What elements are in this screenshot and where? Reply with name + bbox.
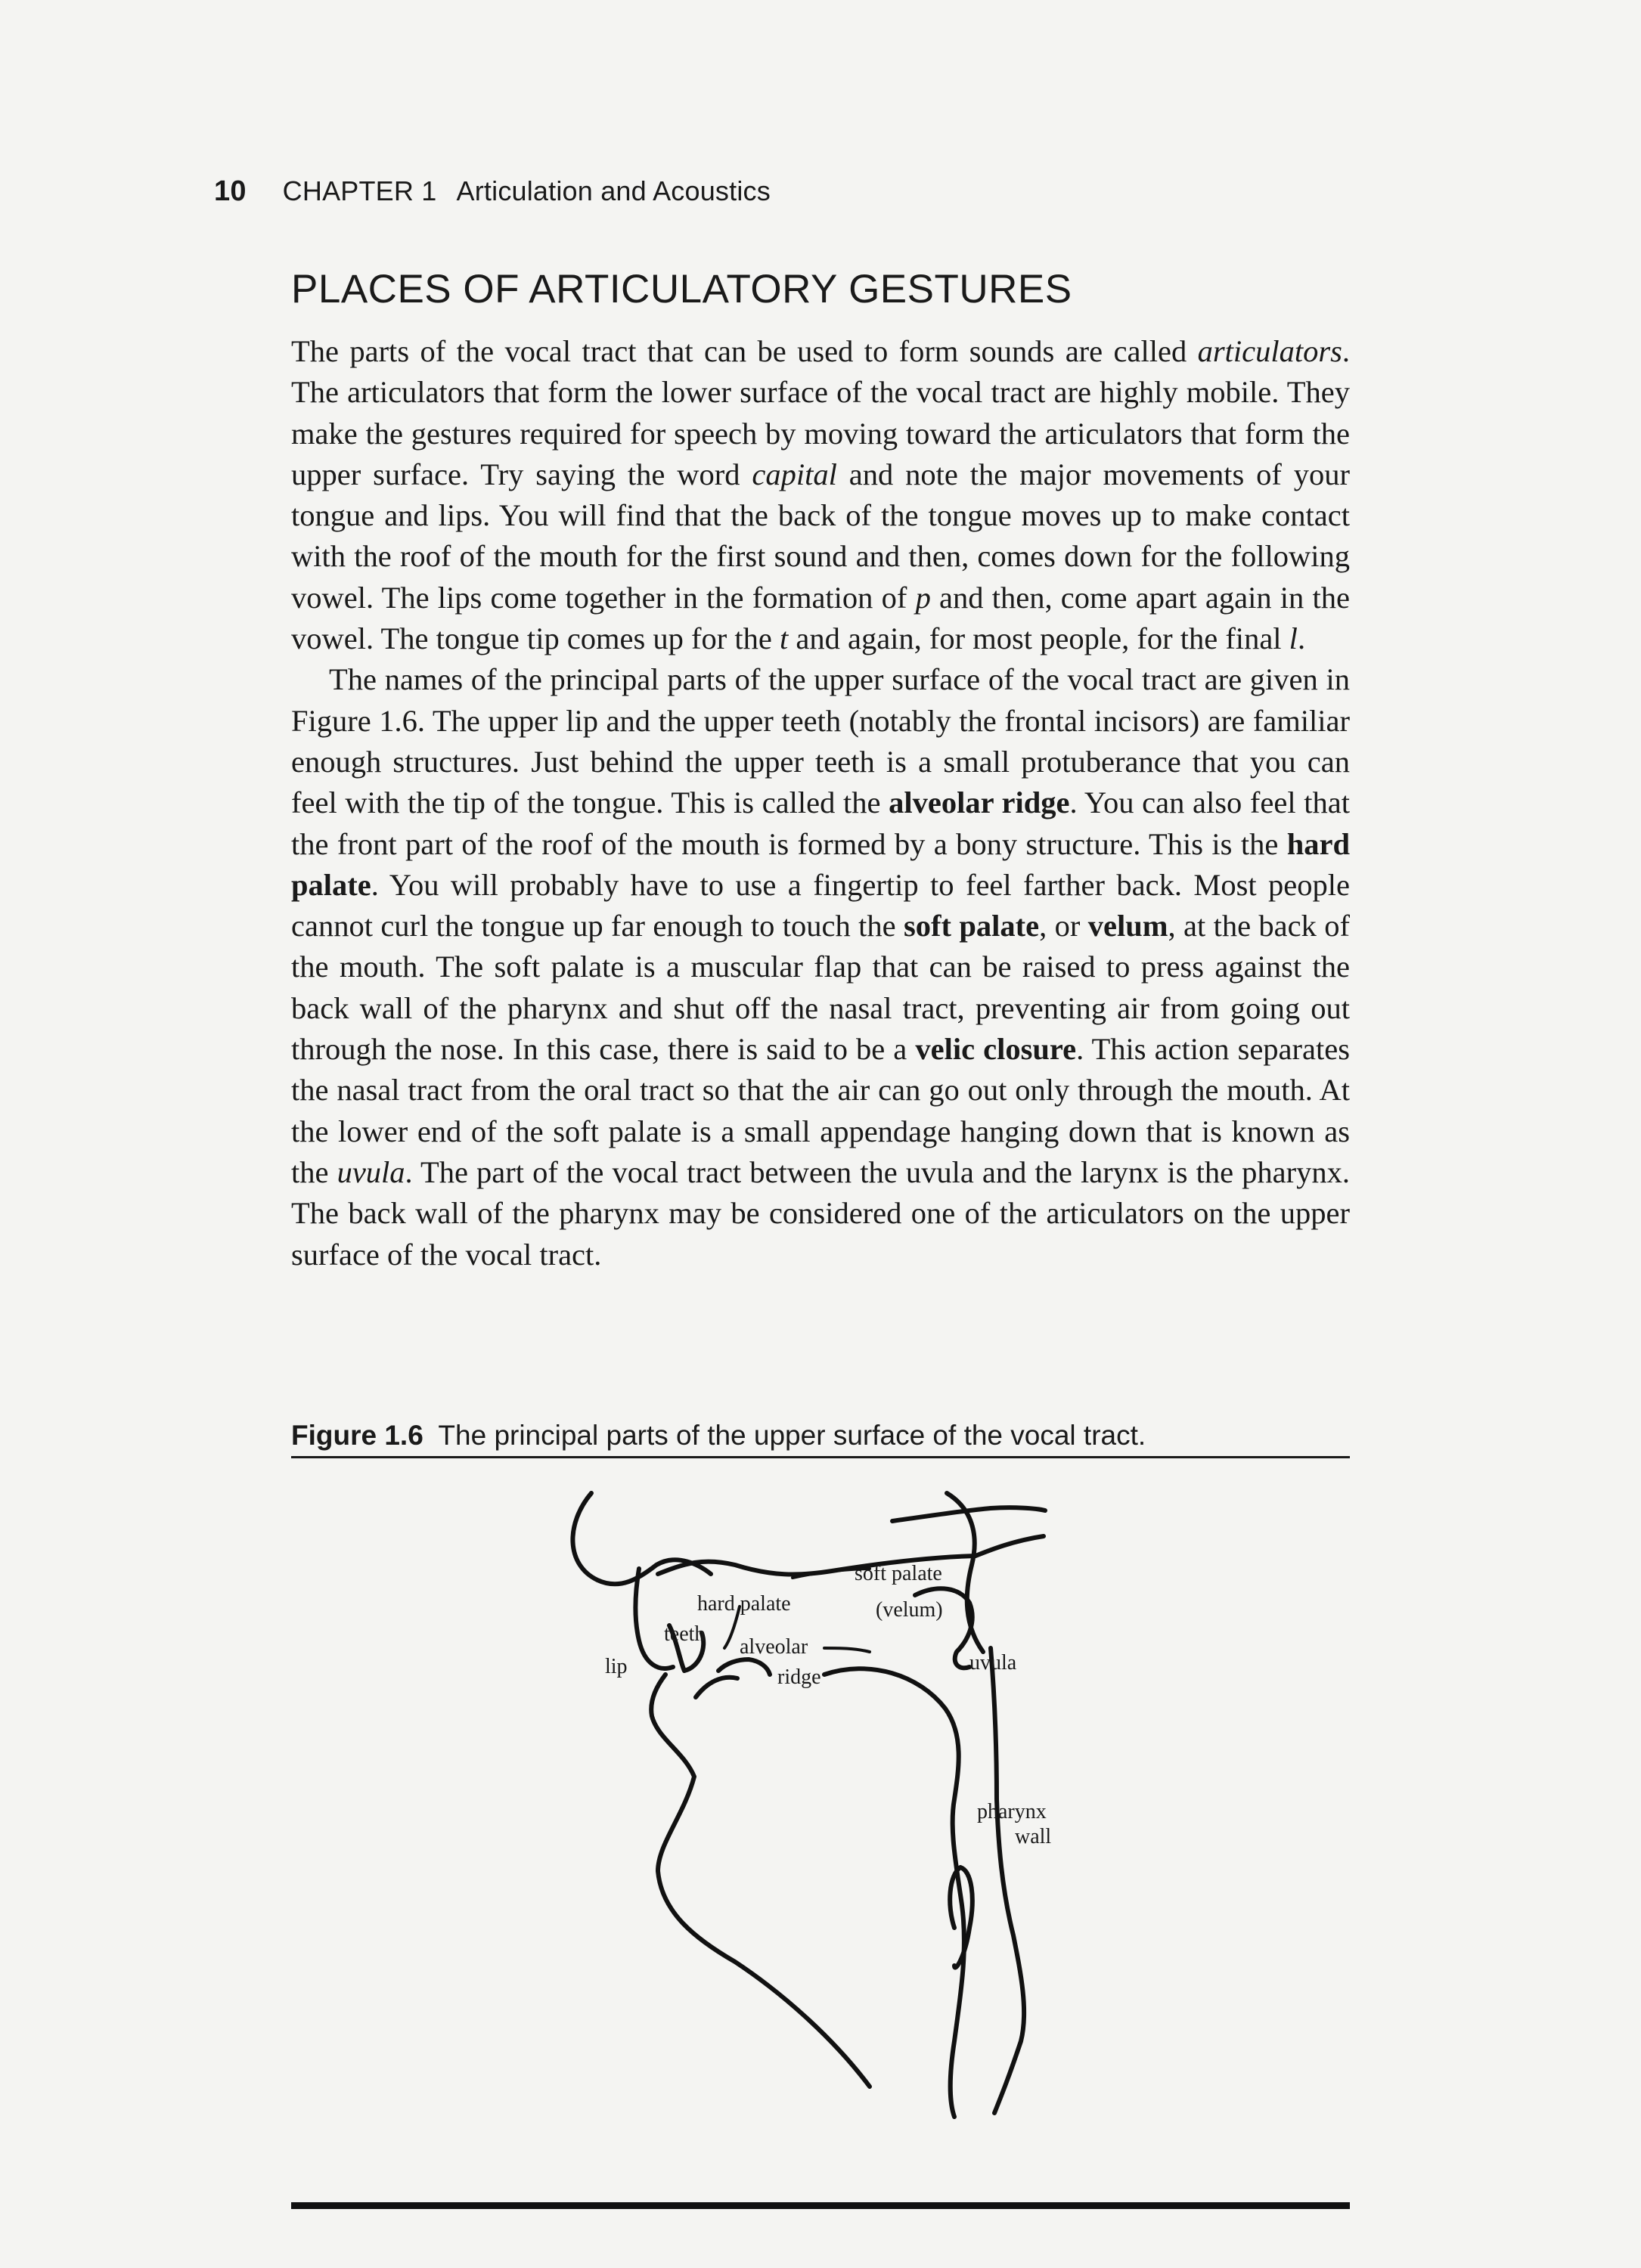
leader-alveolar xyxy=(824,1648,870,1652)
label-teeth: teeth xyxy=(664,1622,706,1646)
bold-term: velic closure xyxy=(915,1032,1077,1067)
nose-outline xyxy=(572,1493,711,1584)
text-run: . The part of the vocal tract between the uvula and the larynx is the pharynx. The back wall of the pharynx may be considered one of the articulators on the upper surface of the vocal tract. xyxy=(291,1154,1350,1272)
text-run: , at the back of the mouth. The soft palate is a muscular flap that can be raised to press against the back wall of the pharynx and shut off the nasal tract, preventing air from going out through the nose. In this case, there is said to be a xyxy=(291,909,1350,1067)
text-run: and note the major movements of your tongue and lips. You will find that the back of the tongue moves up to make contact with the roof of the mouth for the first sound and then, comes down for the following vowel. The lips come together in the formation of xyxy=(291,457,1351,615)
label-velum: (velum) xyxy=(876,1598,943,1622)
pharynx-wall-outline xyxy=(991,1648,1024,2113)
label-uvula: uvula xyxy=(969,1651,1017,1675)
italic-term: t xyxy=(779,621,789,656)
text-run: . You can also feel that the front part of the roof of the mouth is formed by a bony structure. This is the xyxy=(291,785,1351,861)
chapter-label: CHAPTER 1 xyxy=(282,175,437,206)
section-title: PLACES OF ARTICULATORY GESTURES xyxy=(291,267,1072,311)
text-run: and again, for most people, for the final xyxy=(788,621,1289,656)
head-back-outline xyxy=(947,1493,983,1652)
label-alveolar: alveolar xyxy=(740,1635,808,1659)
soft-palate-outline xyxy=(976,1536,1044,1556)
text-run: . You will probably have to use a fingertip to feel farther back. Most people cannot curl the tongue up far enough to touch the xyxy=(291,867,1350,943)
page-number: 10 xyxy=(214,175,247,207)
upper-lip-outline xyxy=(635,1569,673,1668)
text-run: The names of the principal parts of the upper surface of the vocal tract are given in Figure 1.6. The upper lip and the upper teeth (notably the frontal incisors) are familiar enough structures. Just behind the upper teeth is a small protuberance that you can feel with the tip of the tongue. This is called the xyxy=(291,662,1350,820)
label-soft-palate: soft palate xyxy=(855,1562,942,1585)
bold-term: hard palate xyxy=(291,826,1350,902)
text-run: . This action separates the nasal tract from the oral tract so that the air can go out only through the mouth. At the lower end of the soft palate is a small appendage hanging down that is known as the xyxy=(291,1032,1350,1189)
italic-term: uvula xyxy=(337,1154,405,1189)
text-run: and then, come apart again in the vowel. The tongue tip comes up for the xyxy=(291,580,1350,656)
label-ridge: ridge xyxy=(777,1665,821,1689)
text-run: , or xyxy=(1039,909,1088,943)
bold-term: soft palate xyxy=(904,909,1040,943)
lower-lip-outline xyxy=(651,1675,870,2087)
pharynx-front-outline xyxy=(824,1668,964,2117)
label-lip: lip xyxy=(605,1655,628,1678)
italic-term: l xyxy=(1289,621,1298,656)
label-wall: wall xyxy=(1015,1825,1052,1848)
bold-term: velum xyxy=(1087,909,1168,943)
bottom-rule xyxy=(291,2202,1350,2209)
italic-term: articulators xyxy=(1197,334,1342,368)
text-run: . xyxy=(1297,621,1306,656)
alveolar-ridge-curve xyxy=(696,1659,770,1697)
chapter-title: Articulation and Acoustics xyxy=(456,175,771,206)
label-pharynx: pharynx xyxy=(977,1800,1047,1823)
label-hard-palate: hard palate xyxy=(697,1592,791,1616)
text-run: The parts of the vocal tract that can be used to form sounds are called xyxy=(291,334,1198,368)
text-run: . The articulators that form the lower surface of the vocal tract are highly mobile. They make the gestures required for speech by moving toward the articulators that form the upper surface. Try saying the word xyxy=(291,334,1350,491)
figure-caption-text: The principal parts of the upper surface of the vocal tract. xyxy=(438,1420,1146,1451)
italic-term: p xyxy=(915,580,931,615)
bold-term: alveolar ridge xyxy=(889,785,1070,820)
italic-term: capital xyxy=(752,457,837,491)
figure-number: Figure 1.6 xyxy=(291,1420,423,1451)
